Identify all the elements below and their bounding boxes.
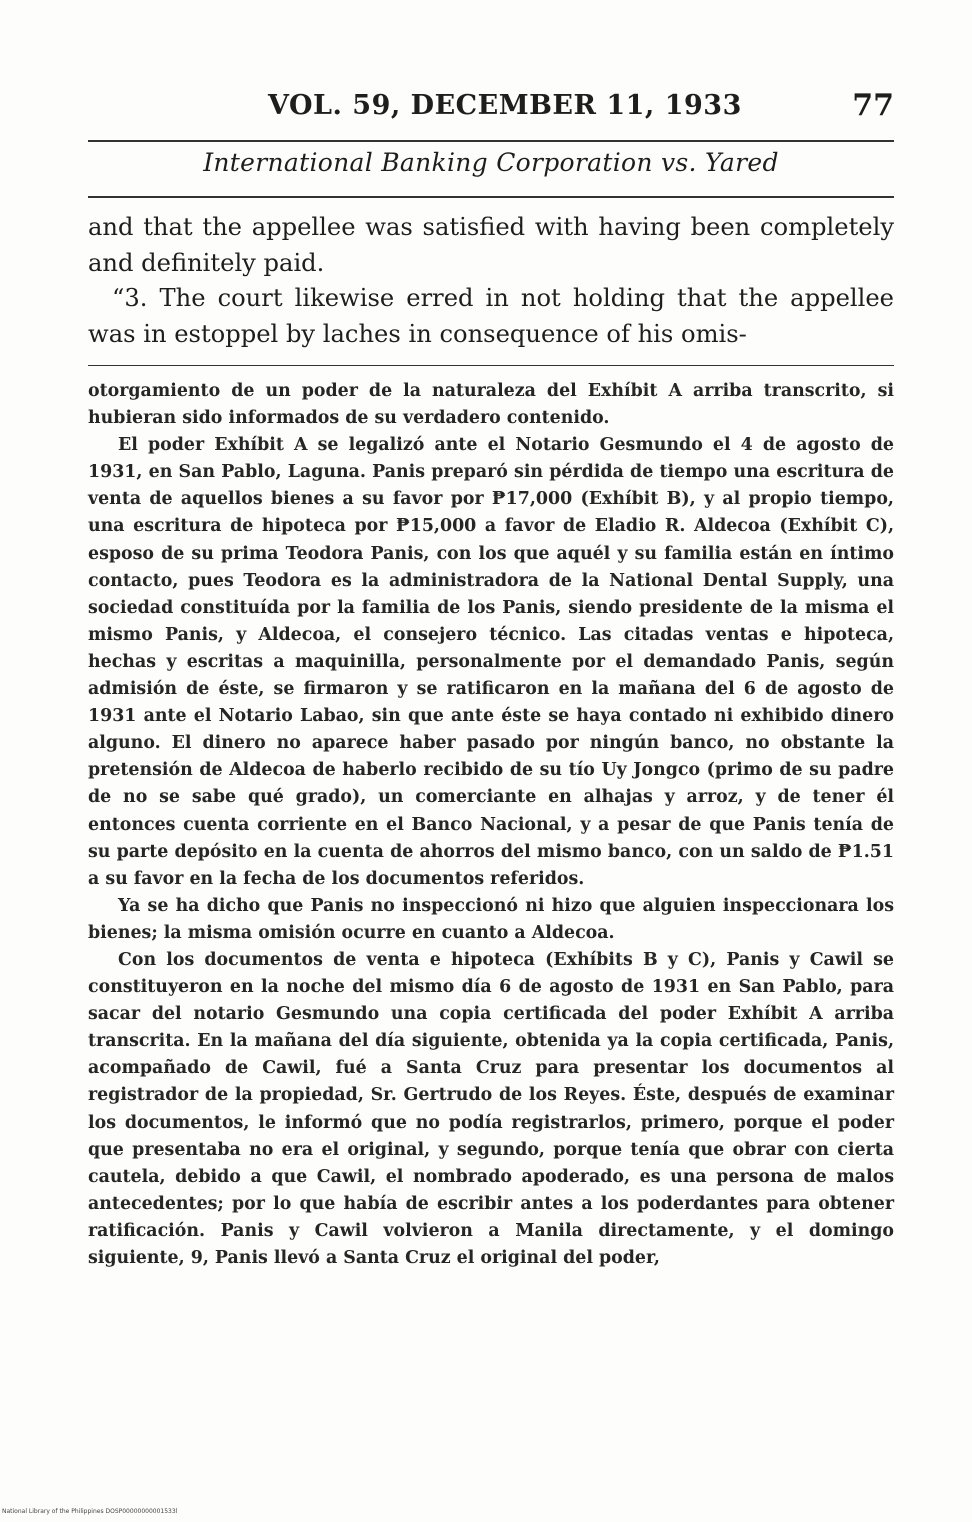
footnote-paragraph: otorgamiento de un poder de la naturaleza del Exhíbit A arriba transcrito, si hubieran sido informados de su verdadero contenido. [88, 381, 894, 429]
header-rule-top [88, 140, 894, 142]
footnote-paragraph: Con los documentos de venta e hipoteca (Exhíbits B y C), Panis y Cawil se constituyeron en la noche del mismo día 6 de agosto de 1931 en San Pablo, para sacar del notario Gesmundo una copia certificada del poder Exhíbit A arriba transcrita. En la mañana del día siguiente, obtenida ya la copia certificada, Panis, acompañado de Cawil, fué a Santa Cruz para presentar los documentos al registrador de la propiedad, Sr. Gertrudo de los Reyes. Éste, después de examinar los documentos, le informó que no podía registrarlos, primero, porque el poder que presentaba no era el original, y segundo, porque tenía que obrar con cierta cautela, debido a que Cawil, el nombrado apoderado, es una persona de malos antecedentes; por lo que había de escribir antes a los poderdantes para obtener ratificación. Panis y Cawil volvieron a Manila directamente, y el domingo siguiente, 9, Panis llevó a Santa Cruz el original del poder, [88, 949, 894, 1268]
header-rule-bottom [88, 196, 894, 198]
footnote-rule [88, 365, 894, 366]
case-title: International Banking Corporation vs. Yared [203, 148, 779, 177]
footnote-text [88, 378, 894, 1272]
running-title: VOL. 59, DECEMBER 11, 1933 [268, 90, 742, 121]
page-number: 77 [852, 88, 894, 123]
footnote-paragraph: Ya se ha dicho que Panis no inspeccionó ni hizo que alguien inspeccionara los bienes; la misma omisión ocurre en cuanto a Aldecoa. [88, 895, 894, 943]
main-text [88, 210, 894, 352]
library-imprint: National Library of the Philippines DOSP00000000001533l [2, 1508, 178, 1515]
running-header [88, 86, 894, 130]
main-paragraph: and that the appellee was satisfied with having been completely and definitely paid. [88, 213, 894, 277]
main-paragraph: “3. The court likewise erred in not holding that the appellee was in estoppel by laches in consequence of his omis- [88, 284, 894, 348]
footnote-paragraph: El poder Exhíbit A se legalizó ante el Notario Gesmundo el 4 de agosto de 1931, en San Pablo, Laguna. Panis preparó sin pérdida de tiempo una escritura de venta de aquellos bienes a su favor por ₱17,000 (Exhíbit B), y al propio tiempo, una escritura de hipoteca por ₱15,000 a favor de Eladio R. Aldecoa (Exhíbit C), esposo de su prima Teodora Panis, con los que aquél y su familia están en íntimo contacto, pues Teodora es la administradora de la National Dental Supply, una sociedad constituída por la familia de los Panis, siendo presidente de la misma el mismo Panis, y Aldecoa, el consejero técnico. Las citadas ventas e hipoteca, hechas y escritas a maquinilla, personalmente por el demandado Panis, según admisión de éste, se firmaron y se ratificaron en la mañana del 6 de agosto de 1931 ante el Notario Labao, sin que ante éste se haya contado ni exhibido dinero alguno. El dinero no aparece haber pasado por ningún banco, no obstante la pretensión de Aldecoa de haberlo recibido de su tío Uy Jongco (primo de su padre de no se sabe qué grado), un comerciante en alhajas y arroz, y de tener él entonces cuenta corriente en el Banco Nacional, y a pesar de que Panis tenía de su parte depósito en la cuenta de ahorros del mismo banco, con un saldo de ₱1.51 a su favor en la fecha de los documentos referidos. [88, 435, 894, 889]
